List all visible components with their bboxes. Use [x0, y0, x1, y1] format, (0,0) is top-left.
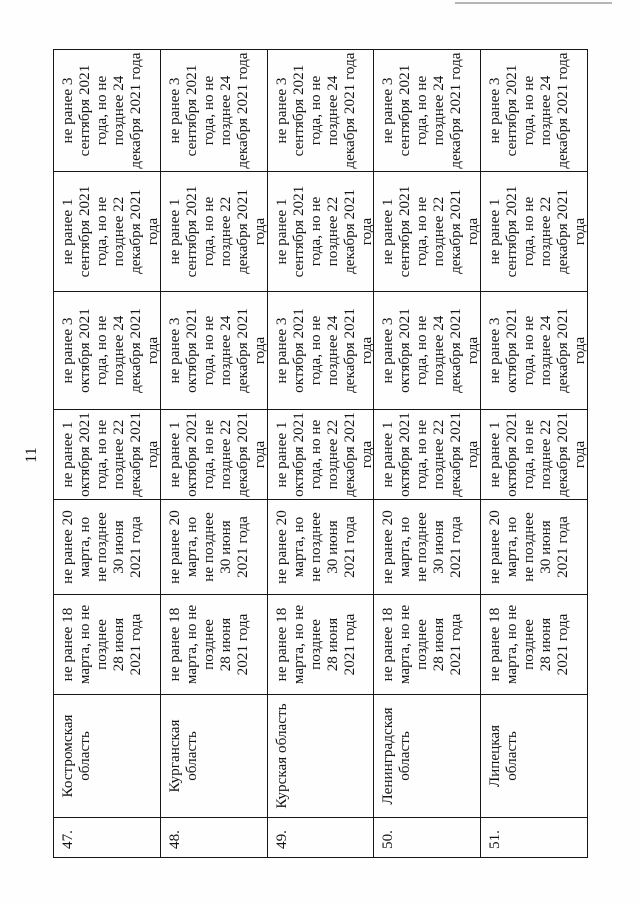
region-name: Липецкая область: [481, 694, 588, 817]
period-cell-5: не ранее 1 сентября 2021 года, но не позднее 22 декабря 2021 года: [268, 171, 375, 291]
period-cell-3: не ранее 1 октября 2021 года, но не позднее 22 декабря 2021 года: [374, 409, 481, 499]
scan-edge-line: [455, 2, 612, 4]
period-cell-2: не ранее 20 марта, но не позднее 30 июня 2021 года: [54, 499, 161, 594]
region-name: Курганская область: [161, 694, 268, 817]
period-cell-4: не ранее 3 октября 2021 года, но не позднее 24 декабря 2021 года: [161, 291, 268, 409]
row-number: 50.: [374, 817, 481, 857]
period-cell-2: не ранее 20 марта, но не позднее 30 июня 2021 года: [268, 499, 375, 594]
period-cell-4: не ранее 3 октября 2021 года, но не позднее 24 декабря 2021 года: [54, 291, 161, 409]
period-cell-1: не ранее 18 марта, но не позднее 28 июня 2021 года: [54, 594, 161, 694]
period-cell-2: не ранее 20 марта, но не позднее 30 июня 2021 года: [161, 499, 268, 594]
period-cell-3: не ранее 1 октября 2021 года, но не позднее 22 декабря 2021 года: [161, 409, 268, 499]
region-name: Костромская область: [54, 694, 161, 817]
period-cell-1: не ранее 18 марта, но не позднее 28 июня 2021 года: [161, 594, 268, 694]
period-cell-2: не ранее 20 марта, но не позднее 30 июня 2021 года: [374, 499, 481, 594]
region-name: Ленинградская область: [374, 694, 481, 817]
period-cell-3: не ранее 1 октября 2021 года, но не позднее 22 декабря 2021 года: [481, 409, 588, 499]
period-cell-6: не ранее 3 сентября 2021 года, но не позднее 24 декабря 2021 года: [268, 49, 375, 171]
row-number: 49.: [268, 817, 375, 857]
period-cell-5: не ранее 1 сентября 2021 года, но не позднее 22 декабря 2021 года: [481, 171, 588, 291]
period-cell-4: не ранее 3 октября 2021 года, но не позднее 24 декабря 2021 года: [374, 291, 481, 409]
period-cell-3: не ранее 1 октября 2021 года, но не позднее 22 декабря 2021 года: [54, 409, 161, 499]
period-cell-5: не ранее 1 сентября 2021 года, но не позднее 22 декабря 2021 года: [161, 171, 268, 291]
region-name: Курская область: [268, 694, 375, 817]
schedule-table: [53, 49, 588, 858]
period-cell-5: не ранее 1 сентября 2021 года, но не позднее 22 декабря 2021 года: [374, 171, 481, 291]
row-number: 47.: [54, 817, 161, 857]
period-cell-6: не ранее 3 сентября 2021 года, но не позднее 24 декабря 2021 года: [54, 49, 161, 171]
period-cell-2: не ранее 20 марта, но не позднее 30 июня 2021 года: [481, 499, 588, 594]
period-cell-3: не ранее 1 октября 2021 года, но не позднее 22 декабря 2021 года: [268, 409, 375, 499]
period-cell-5: не ранее 1 сентября 2021 года, но не позднее 22 декабря 2021 года: [54, 171, 161, 291]
period-cell-6: не ранее 3 сентября 2021 года, но не позднее 24 декабря 2021 года: [481, 49, 588, 171]
period-cell-6: не ранее 3 сентября 2021 года, но не позднее 24 декабря 2021 года: [161, 49, 268, 171]
period-cell-1: не ранее 18 марта, но не позднее 28 июня 2021 года: [374, 594, 481, 694]
period-cell-4: не ранее 3 октября 2021 года, но не позднее 24 декабря 2021 года: [268, 291, 375, 409]
period-cell-1: не ранее 18 марта, но не позднее 28 июня 2021 года: [481, 594, 588, 694]
period-cell-6: не ранее 3 сентября 2021 года, но не позднее 24 декабря 2021 года: [374, 49, 481, 171]
row-number: 48.: [161, 817, 268, 857]
period-cell-1: не ранее 18 марта, но не позднее 28 июня 2021 года: [268, 594, 375, 694]
row-number: 51.: [481, 817, 588, 857]
period-cell-4: не ранее 3 октября 2021 года, но не позднее 24 декабря 2021 года: [481, 291, 588, 409]
page-number: 11: [23, 447, 40, 463]
